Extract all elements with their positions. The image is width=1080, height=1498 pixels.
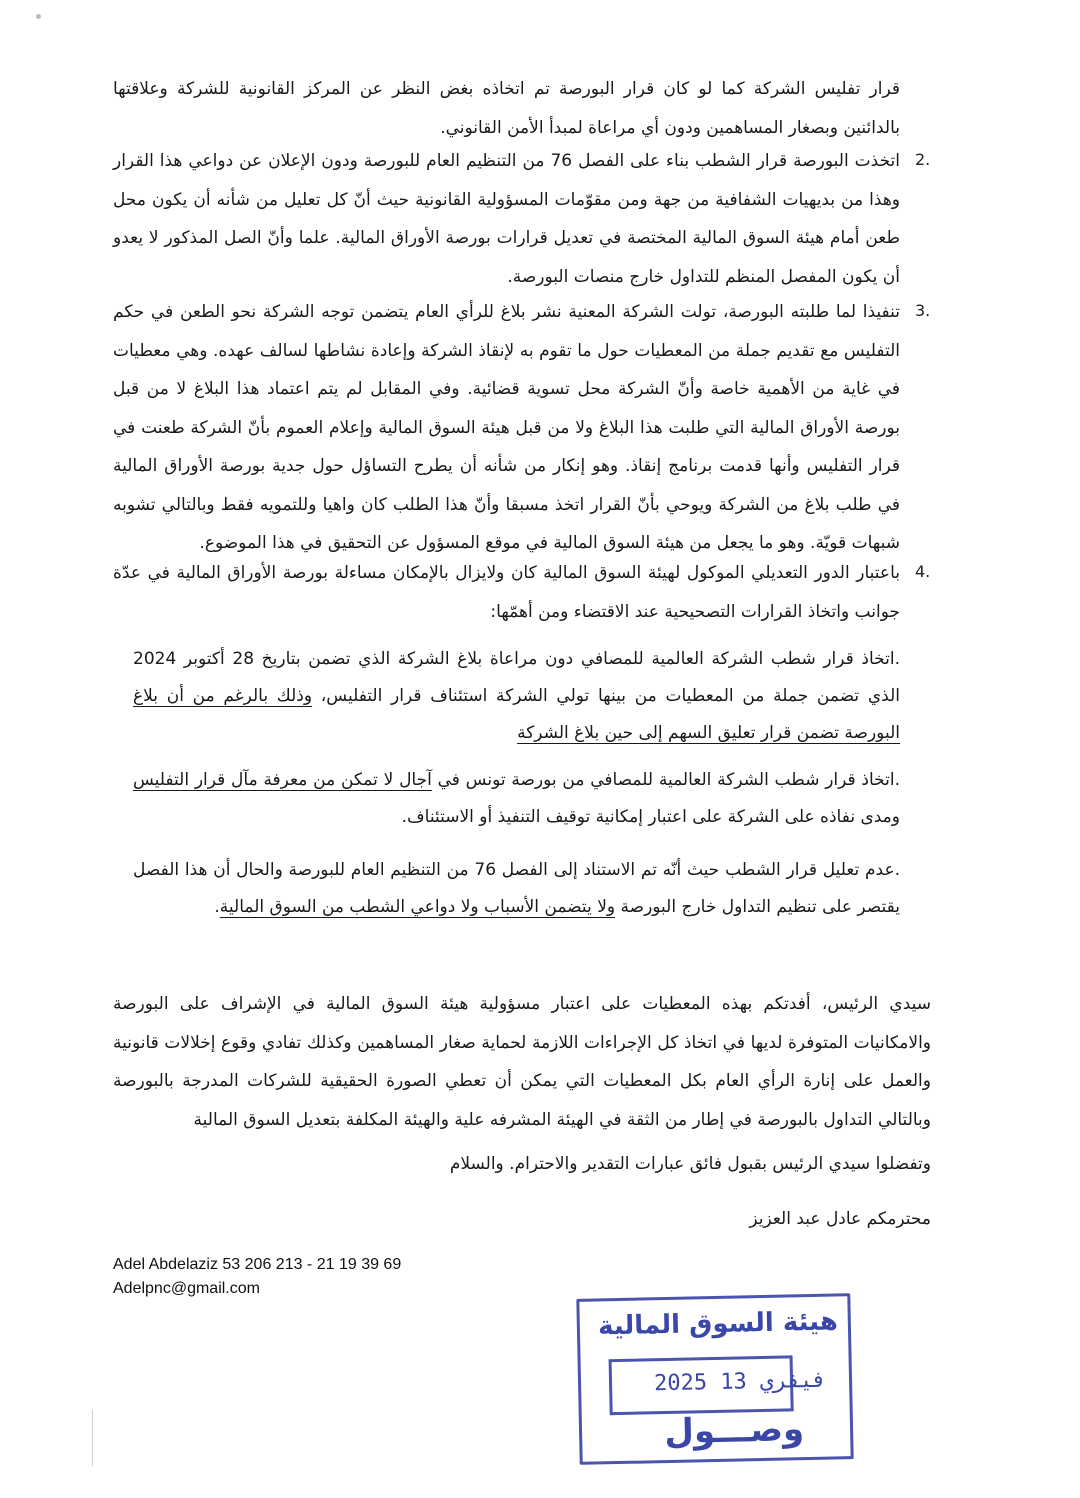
signature: محترمكم عادل عبد العزيز [749, 1209, 931, 1229]
closing-paragraph: سيدي الرئيس، أفدتكم بهذه المعطيات على اعتبار مسؤولية هيئة السوق المالية في الإشراف على البورصة والامكانيات المتوفرة لديها في اتخاذ كل الإجراءات اللازمة لحماية صغار المساهمين وكذلك تفادي وقوع إخلالات قانونية والعمل على إنارة الرأي العام بكل المعطيات التي يمكن أن تعطي الصورة الحقيقية للشركات المدرجة بالبورصة وبالتالي التداول بالبورصة في إطار من الثقة في الهيئة المشرفه علية والهيئة المكلفة بتعديل السوق المالية [113, 994, 931, 1130]
item-4-text: باعتبار الدور التعديلي الموكول لهيئة السوق المالية كان ولايزال بالإمكان مساءلة بورصة الأوراق المالية في عدّة جوانب واتخاذ القرارات التصحيحية عند الاقتضاء ومن أهمّها: [113, 563, 900, 622]
stamp-date: 2025 فيفري 13 [653, 1367, 827, 1397]
bullet-2-after: ومدى نفاذه على الشركة على اعتبار إمكانية توقيف التنفيذ أو الاستئناف. [401, 807, 900, 827]
item-number-3: 3. [915, 301, 931, 320]
stamp-date-box [609, 1355, 827, 1415]
bullet-3-text: .عدم تعليل قرار الشطب حيث أنّه تم الاستناد إلى الفصل 76 من التنظيم العام للبورصة والحال أن هذا الفصل يقتصر على تنظيم التداول خارج البورصة [133, 860, 901, 917]
bullet-3-underlined: ولا يتضمن الأسباب ولا دواعي الشطب من السوق المالية [219, 897, 616, 917]
item-3-text: تنفيذا لما طلبته البورصة، تولت الشركة المعنية نشر بلاغ للرأي العام يتضمن توجه الشركة نحو الطعن في حكم التفليس مع تقديم جملة من المعطيات حول ما تقوم به لإنقاذ الشركة وإعادة نشاطها لسالف عهده. وهي معطيات في غاية من الأهمية خاصة وأنّ الشركة محل تسوية قضائية. وفي المقابل لم يتم اعتماد هذا البلاغ لا من قبل بورصة الأوراق المالية التي طلبت هذا البلاغ ولا من قبل هيئة السوق المالية وإعلام العموم بأنّ الشركة طعنت في قرار التفليس وأنها قدمت برنامج إنقاذ. وهو إنكار من شأنه أن يطرح التساؤل حول جدية بورصة الأوراق المالية في طلب بلاغ من الشركة ويوحي بأنّ القرار اتخذ مسبقا وأنّ هذا الطلب كان واهيا وللتمويه فقط وبالتالي تشوبه شبهات قويّة. وهو ما يجعل من هيئة السوق المالية في موقع المسؤول عن التحقيق في هذا الموضوع. [113, 302, 900, 553]
item-number-4: 4. [915, 562, 931, 581]
contact-email: Adelpnc@gmail.com [113, 1280, 260, 1297]
bullet-3-after: . [214, 897, 220, 917]
intro-paragraph: قرار تفليس الشركة كما لو كان قرار البورصة تم اتخاذه بغض النظر عن المركز القانونية للشركة وعلاقتها بالدائنين وبصغار المساهمين ودون أي مراعاة لمبدأ الأمن القانوني. [113, 79, 900, 138]
bullet-2-underlined: آجال لا تمكن من معرفة مآل قرار التفليس [133, 770, 432, 790]
bullet-1-text: .اتخاذ قرار شطب الشركة العالمية للمصافي دون مراعاة بلاغ الشركة الذي تضمن بتاريخ 28 أكتوبر 2024 الذي تضمن جملة من المعطيات من بينها تولي الشركة استئناف قرار التفليس، [133, 649, 900, 706]
reception-stamp [576, 1293, 853, 1465]
bullet-2-text: .اتخاذ قرار شطب الشركة العالمية للمصافي من بورصة تونس في [431, 770, 900, 790]
scan-edge-mark [92, 1410, 93, 1466]
contact-phones: Adel Abdelaziz 53 206 213 - 21 19 39 69 [113, 1256, 402, 1273]
bullet-1-underlined: وذلك بالرغم من أن بلاغ البورصة تضمن قرار تعليق السهم إلى حين بلاغ الشركة [133, 686, 900, 743]
salutation: وتفضلوا سيدي الرئيس بقبول فائق عبارات التقدير والاحترام. والسلام [449, 1154, 931, 1174]
scan-mark [36, 14, 41, 19]
item-number-2: 2. [915, 150, 931, 169]
item-2-text: اتخذت البورصة قرار الشطب بناء على الفصل 76 من التنظيم العام للبورصة ودون الإعلان عن دواعي هذا القرار وهذا من بديهيات الشفافية من جهة ومن مقوّمات المسؤولية القانونية حيث أنّ كل تعليل من شأنه أن يكون محل طعن أمام هيئة السوق المالية المختصة في تعديل قرارات بورصة الأوراق المالية. علما وأنّ الصل المذكور لا يعدو أن يكون المفصل المنظم للتداول خارج منصات البورصة. [113, 151, 900, 287]
stamp-received: وصـــول [664, 1409, 805, 1453]
bullet-1 [133, 641, 900, 752]
bullet-3 [133, 852, 900, 926]
stamp-authority: هيئة السوق المالية [597, 1306, 839, 1342]
bullet-2 [133, 762, 900, 836]
